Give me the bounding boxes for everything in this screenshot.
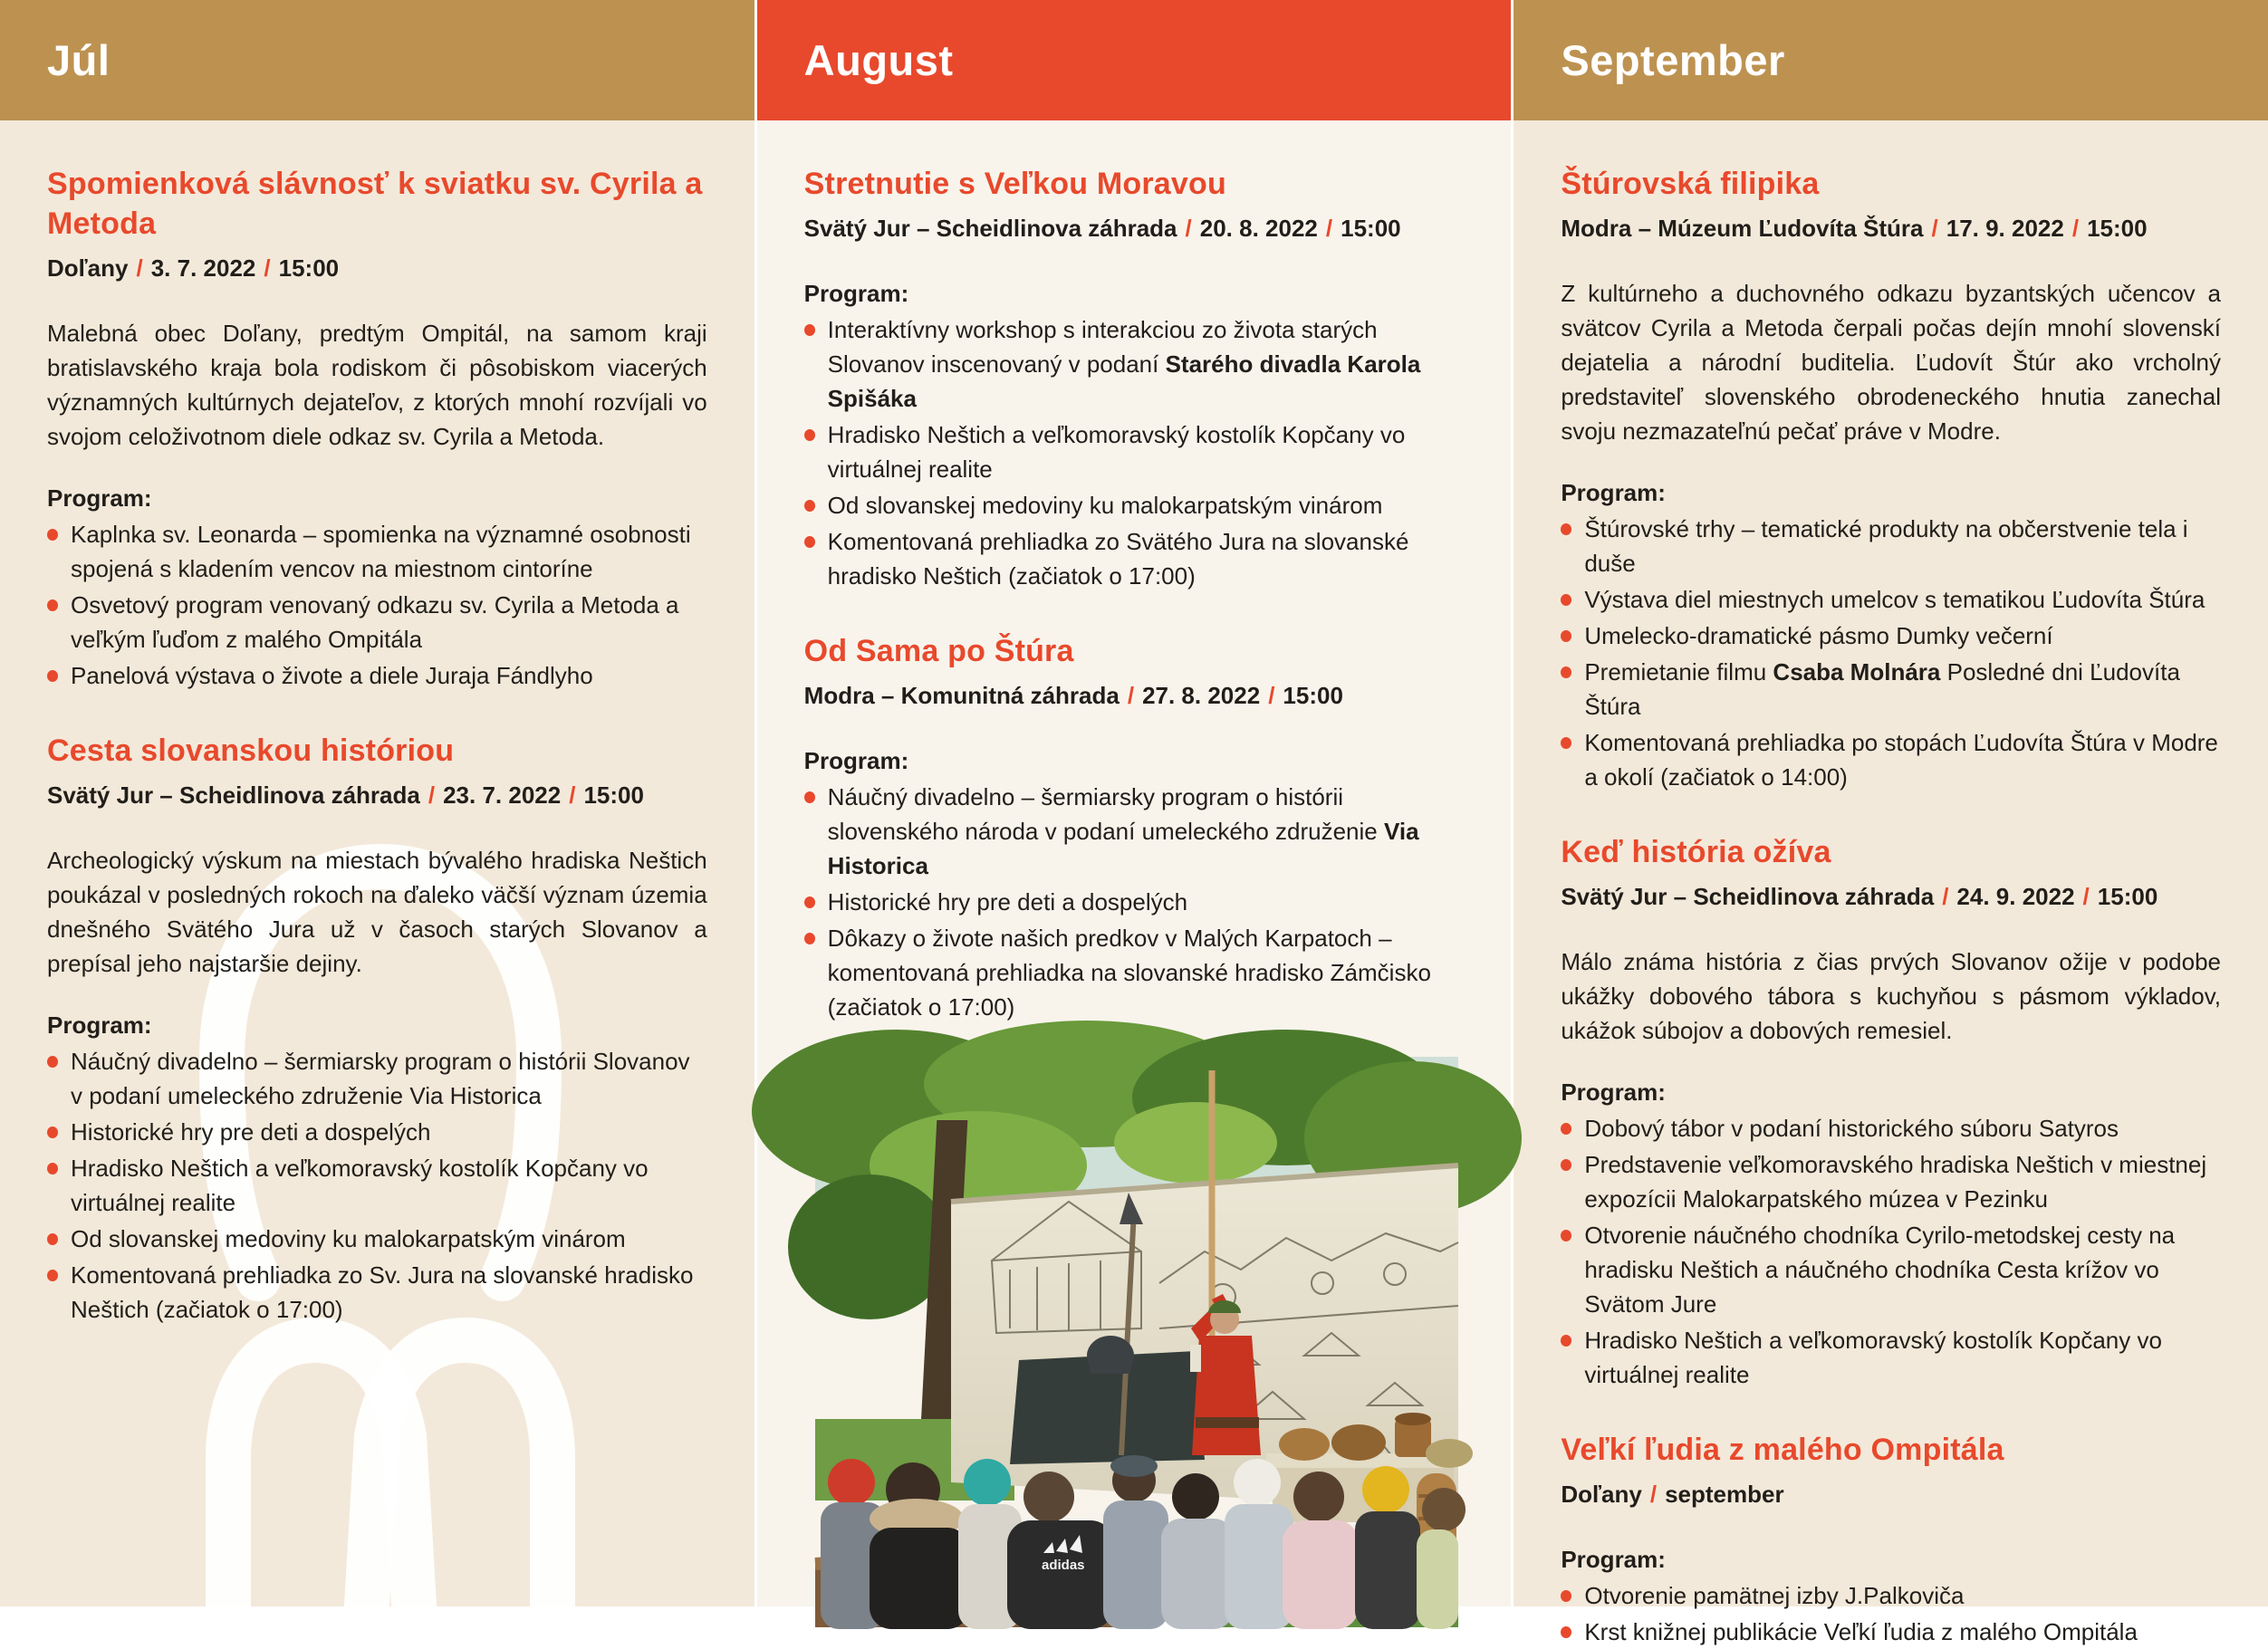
meta-place: Svätý Jur – Scheidlinova záhrada	[47, 781, 420, 809]
program-item: Hradisko Neštich a veľkomoravský kostolík Kopčany vo virtuálnej realite	[47, 1151, 707, 1220]
month-band-september	[1514, 0, 2268, 120]
program-item: Premietanie filmu Csaba Molnára Posledné dni Ľudovíta Štúra	[1561, 655, 2221, 724]
bullet-dot-icon	[47, 1233, 58, 1245]
bullet-dot-icon	[47, 1163, 58, 1174]
meta-time: 15:00	[1341, 215, 1401, 242]
event-title: Od Sama po Štúra	[803, 634, 1074, 668]
program-item: Hradisko Neštich a veľkomoravský kostolík Kopčany vo virtuálnej realite	[804, 417, 1465, 486]
bullet-dot-icon	[804, 791, 815, 803]
program-list	[1561, 1578, 2221, 1649]
program-item: Osvetový program venovaný odkazu sv. Cyrila a Metoda a veľkým ľuďom z malého Ompitála	[47, 588, 707, 657]
meta-separator: /	[1942, 883, 1949, 910]
bullet-dot-icon	[1561, 1626, 1571, 1638]
month-title: Júl	[47, 36, 111, 84]
month-title: August	[803, 36, 954, 84]
program-item: Náučný divadelno – šermiarsky program o histórii slovenského národa v podaní umeleckého združenie Via Historica	[804, 780, 1465, 883]
event-section	[804, 631, 1465, 1024]
bullet-dot-icon	[47, 599, 58, 611]
bullet-dot-icon	[804, 429, 815, 441]
bullet-dot-icon	[804, 536, 815, 548]
meta-place: Svätý Jur – Scheidlinova záhrada	[1561, 883, 1935, 910]
event-section	[47, 164, 707, 693]
meta-date: 17. 9. 2022	[1946, 215, 2064, 242]
meta-time: 15:00	[583, 781, 644, 809]
event-meta	[1561, 211, 2221, 245]
meta-time: 15:00	[278, 254, 340, 282]
event-title: Keď história ožíva	[1561, 835, 1831, 869]
meta-time: 15:00	[2097, 883, 2158, 910]
meta-separator: /	[1268, 682, 1275, 709]
meta-time: 15:00	[1283, 682, 1343, 709]
event-title: Veľkí ľudia z malého Ompitála	[1561, 1433, 2004, 1467]
program-list	[1561, 512, 2221, 794]
event-intro: Archeologický výskum na miestach bývalého hradiska Neštich poukázal v posledných rokoch na ďaleko väčší význam územia dnešného Svätého Jura už v časoch starých Slovanov a prepísal jeho najstaršie dejiny.	[47, 847, 707, 977]
meta-separator: /	[569, 781, 576, 809]
meta-separator: /	[264, 254, 271, 282]
program-item: Predstavenie veľkomoravského hradiska Neštich v miestnej expozícii Malokarpatského múzea v Pezinku	[1561, 1147, 2221, 1216]
event-intro: Z kultúrneho a duchovného odkazu byzantských učencov a svätcov Cyrila a Metoda čerpali počas dejín mnohí slovenskí dejatelia a národní buditelia. Ľudovít Štúr ako vrcholný predstaviteľ slovenského obrodeneckého hnutia zanechal svoju nezmazateľnú pečať práve v Modre.	[1561, 280, 2222, 445]
meta-place: Modra – Múzeum Ľudovíta Štúra	[1561, 215, 1924, 242]
program-item: Historické hry pre deti a dospelých	[804, 885, 1465, 919]
event-title: Štúrovská filipika	[1561, 167, 1820, 201]
bullet-dot-icon	[47, 670, 58, 682]
column-august-content	[757, 120, 1512, 1627]
program-item: Interaktívny workshop s interakciou zo života starých Slovanov inscenovaný v podaní Starého divadla Karola Spišáka	[804, 312, 1465, 416]
meta-separator: /	[2071, 215, 2080, 242]
program-label: Program:	[803, 280, 909, 307]
program-item: Historické hry pre deti a dospelých	[47, 1115, 707, 1149]
month-band-jul	[0, 0, 754, 120]
bullet-dot-icon	[47, 1270, 58, 1281]
program-list	[804, 780, 1465, 1024]
bullet-dot-icon	[804, 933, 815, 944]
program-item: Otvorenie náučného chodníka Cyrilo-metodskej cesty na hradisku Neštich a náučného chodníka Cesta krížov vo Svätom Jure	[1561, 1218, 2221, 1321]
bullet-dot-icon	[1561, 1590, 1571, 1602]
bullet-dot-icon	[804, 500, 815, 512]
program-label: Program:	[1561, 479, 1666, 506]
event-section	[1561, 164, 2221, 794]
bullet-dot-icon	[1561, 1159, 1571, 1171]
event-meta	[1561, 1477, 2221, 1511]
meta-date: 23. 7. 2022	[443, 781, 562, 809]
bullet-dot-icon	[47, 529, 58, 541]
crowd	[821, 1455, 1466, 1629]
program-item: Panelová výstava o živote a diele Juraja Fándlyho	[47, 658, 707, 693]
shirt-text: adidas	[1041, 1558, 1085, 1573]
bullet-dot-icon	[1561, 666, 1571, 678]
program-label: Program:	[1561, 1546, 1666, 1573]
meta-separator: /	[1325, 215, 1333, 242]
program-label: Program:	[47, 1011, 152, 1039]
bullet-dot-icon	[1561, 594, 1571, 606]
meta-separator: /	[1649, 1481, 1658, 1508]
program-item: Dobový tábor v podaní historického súboru Satyros	[1561, 1111, 2221, 1146]
event-meta	[804, 211, 1465, 245]
event-section	[1561, 1430, 2221, 1649]
event-section	[1561, 832, 2221, 1392]
program-list	[47, 1044, 707, 1327]
meta-date: 20. 8. 2022	[1199, 215, 1318, 242]
program-item: Štúrovské trhy – tematické produkty na občerstvenie tela i duše	[1561, 512, 2221, 580]
column-september	[1511, 0, 2268, 1645]
meta-separator: /	[428, 781, 436, 809]
bullet-dot-icon	[47, 1056, 58, 1068]
meta-date: 24. 9. 2022	[1956, 883, 2075, 910]
meta-separator: /	[1185, 215, 1192, 242]
program-label: Program:	[803, 747, 909, 774]
column-august	[754, 0, 1512, 1606]
bullet-dot-icon	[1561, 630, 1571, 642]
event-section	[47, 731, 707, 1327]
program-item: Výstava diel miestnych umelcov s tematikou Ľudovíta Štúra	[1561, 582, 2221, 617]
meta-place: Modra – Komunitná záhrada	[803, 682, 1120, 709]
event-title: Spomienková slávnosť k sviatku sv. Cyrila a Metoda	[47, 167, 703, 241]
meta-date: 3. 7. 2022	[150, 254, 256, 282]
meta-place: Svätý Jur – Scheidlinova záhrada	[803, 215, 1177, 242]
event-meta	[804, 678, 1465, 713]
meta-date: september	[1665, 1481, 1784, 1508]
program-item: Od slovanskej medoviny ku malokarpatským vinárom	[47, 1222, 707, 1256]
program-item: Od slovanskej medoviny ku malokarpatským vinárom	[804, 488, 1465, 523]
program-item: Otvorenie pamätnej izby J.Palkoviča	[1561, 1578, 2221, 1613]
event-title: Stretnutie s Veľkou Moravou	[803, 167, 1226, 201]
meta-date: 27. 8. 2022	[1142, 682, 1261, 709]
program-list	[1561, 1111, 2221, 1392]
program-item: Krst knižnej publikácie Veľkí ľudia z malého Ompitála	[1561, 1615, 2221, 1649]
bullet-dot-icon	[804, 896, 815, 908]
event-intro: Málo známa história z čias prvých Slovanov ožije v podobe ukážky dobového tábora s kuchyňou s pásmom výkladov, ukážok súbojov a dobových remesiel.	[1561, 948, 2222, 1044]
month-band-august	[757, 0, 1512, 120]
event-title: Cesta slovanskou históriou	[47, 733, 455, 768]
bullet-dot-icon	[1561, 1123, 1571, 1135]
program-item: Komentovaná prehliadka po stopách Ľudovíta Štúra v Modre a okolí (začiatok o 14:00)	[1561, 725, 2221, 794]
column-jul	[0, 0, 754, 1606]
meta-place: Doľany	[1561, 1481, 1642, 1508]
program-item: Kaplnka sv. Leonarda – spomienka na významné osobnosti spojená s kladením vencov na miestnom cintoríne	[47, 517, 707, 586]
program-label: Program:	[1561, 1079, 1666, 1106]
column-september-content	[1514, 120, 2268, 1649]
meta-separator: /	[1931, 215, 1938, 242]
month-title: September	[1561, 36, 1785, 84]
event-section	[804, 164, 1465, 593]
event-intro: Malebná obec Doľany, predtým Ompitál, na samom kraji bratislavského kraja bola rodiskom či pôsobiskom viacerých významných kultúrnych dejateľov, z ktorých mnohí rozvíjali vo svojom celoživotnom diele odkaz sv. Cyrila a Metoda.	[47, 320, 707, 450]
column-jul-content	[0, 120, 754, 1327]
bullet-dot-icon	[1561, 1335, 1571, 1347]
program-item: Komentovaná prehliadka zo Sv. Jura na slovanské hradisko Neštich (začiatok o 17:00)	[47, 1258, 707, 1327]
event-meta	[1561, 879, 2221, 914]
program-item: Dôkazy o živote našich predkov v Malých Karpatoch – komentovaná prehliadka na slovanské hradisko Zámčisko (začiatok o 17:00)	[804, 921, 1465, 1024]
meta-time: 15:00	[2087, 215, 2148, 242]
program-item: Umelecko-dramatické pásmo Dumky večerní	[1561, 618, 2221, 653]
program-list	[804, 312, 1465, 593]
bullet-dot-icon	[1561, 1230, 1571, 1242]
bullet-dot-icon	[804, 324, 815, 336]
meta-place: Doľany	[47, 254, 129, 282]
bullet-dot-icon	[47, 1126, 58, 1138]
program-label: Program:	[47, 484, 152, 512]
meta-separator: /	[2082, 883, 2090, 910]
bullet-dot-icon	[1561, 737, 1571, 749]
event-meta	[47, 778, 707, 812]
program-list	[47, 517, 707, 693]
bullet-dot-icon	[1561, 523, 1571, 535]
meta-separator: /	[1127, 682, 1135, 709]
program-item: Náučný divadelno – šermiarsky program o histórii Slovanov v podaní umeleckého združenie Via Historica	[47, 1044, 707, 1113]
program-item: Komentovaná prehliadka zo Svätého Jura na slovanské hradisko Neštich (začiatok o 17:00)	[804, 524, 1465, 593]
event-meta	[47, 251, 707, 285]
program-item: Hradisko Neštich a veľkomoravský kostolík Kopčany vo virtuálnej realite	[1561, 1323, 2221, 1392]
meta-separator: /	[136, 254, 143, 282]
event-photo	[815, 1057, 1458, 1627]
